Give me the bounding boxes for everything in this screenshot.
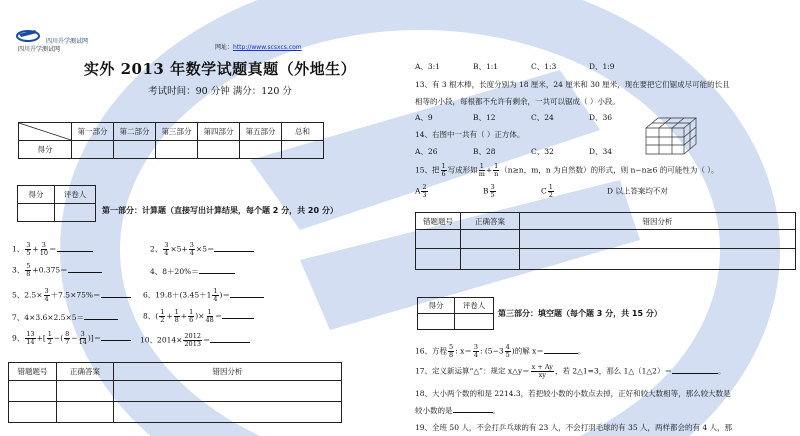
- diagonal-cell: [19, 123, 72, 141]
- site-url[interactable]: 网址：http://www.scsxcs.com: [215, 44, 302, 51]
- error-table-right: [415, 212, 796, 270]
- question-3: 3、 $\frac{5}{8}$ +0.375＝: [12, 263, 102, 278]
- error-header-answer: 正确答案: [461, 213, 520, 230]
- logo-text: 四川升学测试网: [46, 38, 89, 45]
- grader-cell[interactable]: [455, 314, 494, 330]
- answer-blank[interactable]: [222, 318, 254, 319]
- answer-blank[interactable]: [84, 319, 118, 320]
- site-logo-icon: [15, 28, 41, 42]
- error-cell[interactable]: [114, 381, 342, 402]
- grader-box-part3: [417, 297, 494, 330]
- question-5: 5、2.5× $\frac{3}{4}$ ＋7.5×75%＝: [12, 288, 131, 303]
- score-header-2: 第二部分: [114, 123, 156, 141]
- question-1: 1、 $\frac{3}{5}$ + $\frac{3}{10}$ ＝: [12, 242, 93, 257]
- error-cell[interactable]: [520, 230, 796, 249]
- error-cell[interactable]: [57, 402, 114, 423]
- grader-score-cell[interactable]: [418, 314, 455, 330]
- score-table: [18, 122, 324, 159]
- answer-blank[interactable]: [101, 340, 131, 341]
- exam-subtitle: 考试时间：90 分钟 满分：120 分: [148, 86, 292, 97]
- error-cell[interactable]: [520, 249, 796, 270]
- grader-score-cell[interactable]: [18, 204, 55, 222]
- question-6: 6、19.8＋(3.45＋1 $\frac{1}{4}$ )＝: [143, 288, 264, 303]
- error-cell[interactable]: [9, 381, 57, 402]
- question-16: 16、方程 $\frac{5}{8}$ : x＝ $\frac{3}{4}$ : (5−3 $\frac{4}{5}$ )的解 x＝ 。: [415, 343, 586, 359]
- question-13-line1: 13、有 3 根木棒，长度分别为 18 厘米，24 厘米和 30 厘米，现在要把它们锯成尽可能的长且: [415, 80, 730, 89]
- exam-title: 实外 2013 年数学试题真题（外地生）: [83, 60, 357, 78]
- error-cell[interactable]: [416, 230, 461, 249]
- error-header-analysis: 错因分析: [114, 363, 342, 381]
- error-cell[interactable]: [461, 249, 520, 270]
- grader-score-label: 得分: [418, 298, 455, 314]
- question-8: 8、( $\frac{1}{2}$ + $\frac{1}{8}$ + $\frac{1}{6}$ )× $\frac{1}{48}$ ＝: [143, 309, 254, 324]
- score-cell[interactable]: [198, 141, 240, 159]
- score-header-3: 第三部分: [156, 123, 198, 141]
- grader-box-part1: [17, 185, 96, 222]
- question-10: 10、2014× $\frac{2012}{2013}$ ＝: [140, 333, 250, 348]
- score-cell[interactable]: [282, 141, 324, 159]
- options-14: A、26 B、28 C、32 D、34: [415, 147, 613, 156]
- error-header-no: 错题题号: [9, 363, 57, 381]
- score-row-label: 得分: [19, 141, 72, 159]
- question-7: 7、4×3.6×2.5×5＝: [12, 312, 118, 323]
- question-18-line2: 较小数的是 。: [415, 406, 500, 415]
- score-header-4: 第四部分: [198, 123, 240, 141]
- part1-title: 第一部分：计算题（直接写出计算结果，每个题 2 分，共 20 分）: [102, 206, 338, 215]
- question-9: 9、 $\frac{13}{14}$ +[ $\frac{1}{2}$ −( $\frac{8}{7}$ − $\frac{3}{14}$ )]＝: [12, 331, 131, 346]
- question-18-line1: 18、大小两个数的和是 2214.3，若把较小数的小数点去掉，正好和较大数相等，那么较大数是: [415, 389, 731, 398]
- score-cell[interactable]: [72, 141, 114, 159]
- answer-blank[interactable]: [57, 251, 93, 252]
- error-cell[interactable]: [461, 230, 520, 249]
- error-cell[interactable]: [114, 402, 342, 423]
- grader-cell[interactable]: [55, 204, 96, 222]
- answer-blank[interactable]: [544, 353, 578, 354]
- logo-name: 四川升学测试网: [18, 46, 61, 53]
- question-2: 2、 $\frac{3}{4}$ ×5+ $\frac{3}{4}$ ×5＝: [150, 242, 254, 257]
- score-header-5: 第五部分: [240, 123, 282, 141]
- question-15: 15、把 $\frac{1}{6}$ 写成形如 $\frac{1}{m}$ + $\frac{1}{n}$ （n≥n，m，n 为自然数）的形式，则 n−n≥6 的可能性为（ ）。: [415, 162, 719, 178]
- error-table-left: [8, 362, 342, 423]
- grader-score-label: 得分: [18, 186, 55, 204]
- answer-blank[interactable]: [199, 273, 235, 274]
- score-cell[interactable]: [114, 141, 156, 159]
- score-header-1: 第一部分: [72, 123, 114, 141]
- error-cell[interactable]: [416, 249, 461, 270]
- grader-label: 评卷人: [55, 186, 96, 204]
- cube-figure: [644, 114, 700, 156]
- error-cell[interactable]: [9, 402, 57, 423]
- options-12: A、3:1 B、1:1 C、1:3 D、1:9: [415, 62, 615, 71]
- score-cell[interactable]: [240, 141, 282, 159]
- error-header-answer: 正确答案: [57, 363, 114, 381]
- answer-blank[interactable]: [453, 412, 493, 413]
- answer-blank[interactable]: [230, 297, 264, 298]
- question-4: 4、8＋20%＝: [150, 266, 235, 277]
- score-header-total: 总和: [282, 123, 324, 141]
- question-14: 14、右图中一共有（ ）正方体。: [415, 130, 525, 139]
- answer-blank[interactable]: [672, 373, 718, 374]
- error-cell[interactable]: [57, 381, 114, 402]
- answer-blank[interactable]: [68, 272, 102, 273]
- error-header-no: 错题题号: [416, 213, 461, 230]
- answer-blank[interactable]: [101, 297, 131, 298]
- question-17: 17、定义新运算“△”：规定 x△y＝ $\frac{x + Ay}{xy}$ ，若 2△1=3，那么 1△（1△2）＝ 。: [415, 363, 726, 379]
- site-link[interactable]: http://www.scsxcs.com: [233, 44, 302, 51]
- part3-title: 第三部分：填空题（每个题 3 分，共 15 分）: [498, 309, 662, 318]
- score-cell[interactable]: [156, 141, 198, 159]
- options-13: A、9 B、12 C、24 D、36: [415, 113, 613, 122]
- options-15: A $\frac{2}{3}$ B $\frac{3}{5}$ C $\frac{1}{2}$ D 以上答案均不对: [415, 183, 668, 199]
- grader-label: 评卷人: [455, 298, 494, 314]
- error-header-analysis: 错因分析: [520, 213, 796, 230]
- answer-blank[interactable]: [210, 342, 250, 343]
- answer-blank[interactable]: [214, 251, 254, 252]
- question-13-line2: 相等的小段，每根都不允许有剩余，一共可以锯成（ ）小段。: [415, 97, 620, 106]
- question-19: 19、全班 50 人，不会打乒乓球的有 23 人，不会打羽毛球的有 35 人，两样都会的有 4 人，那: [415, 423, 733, 432]
